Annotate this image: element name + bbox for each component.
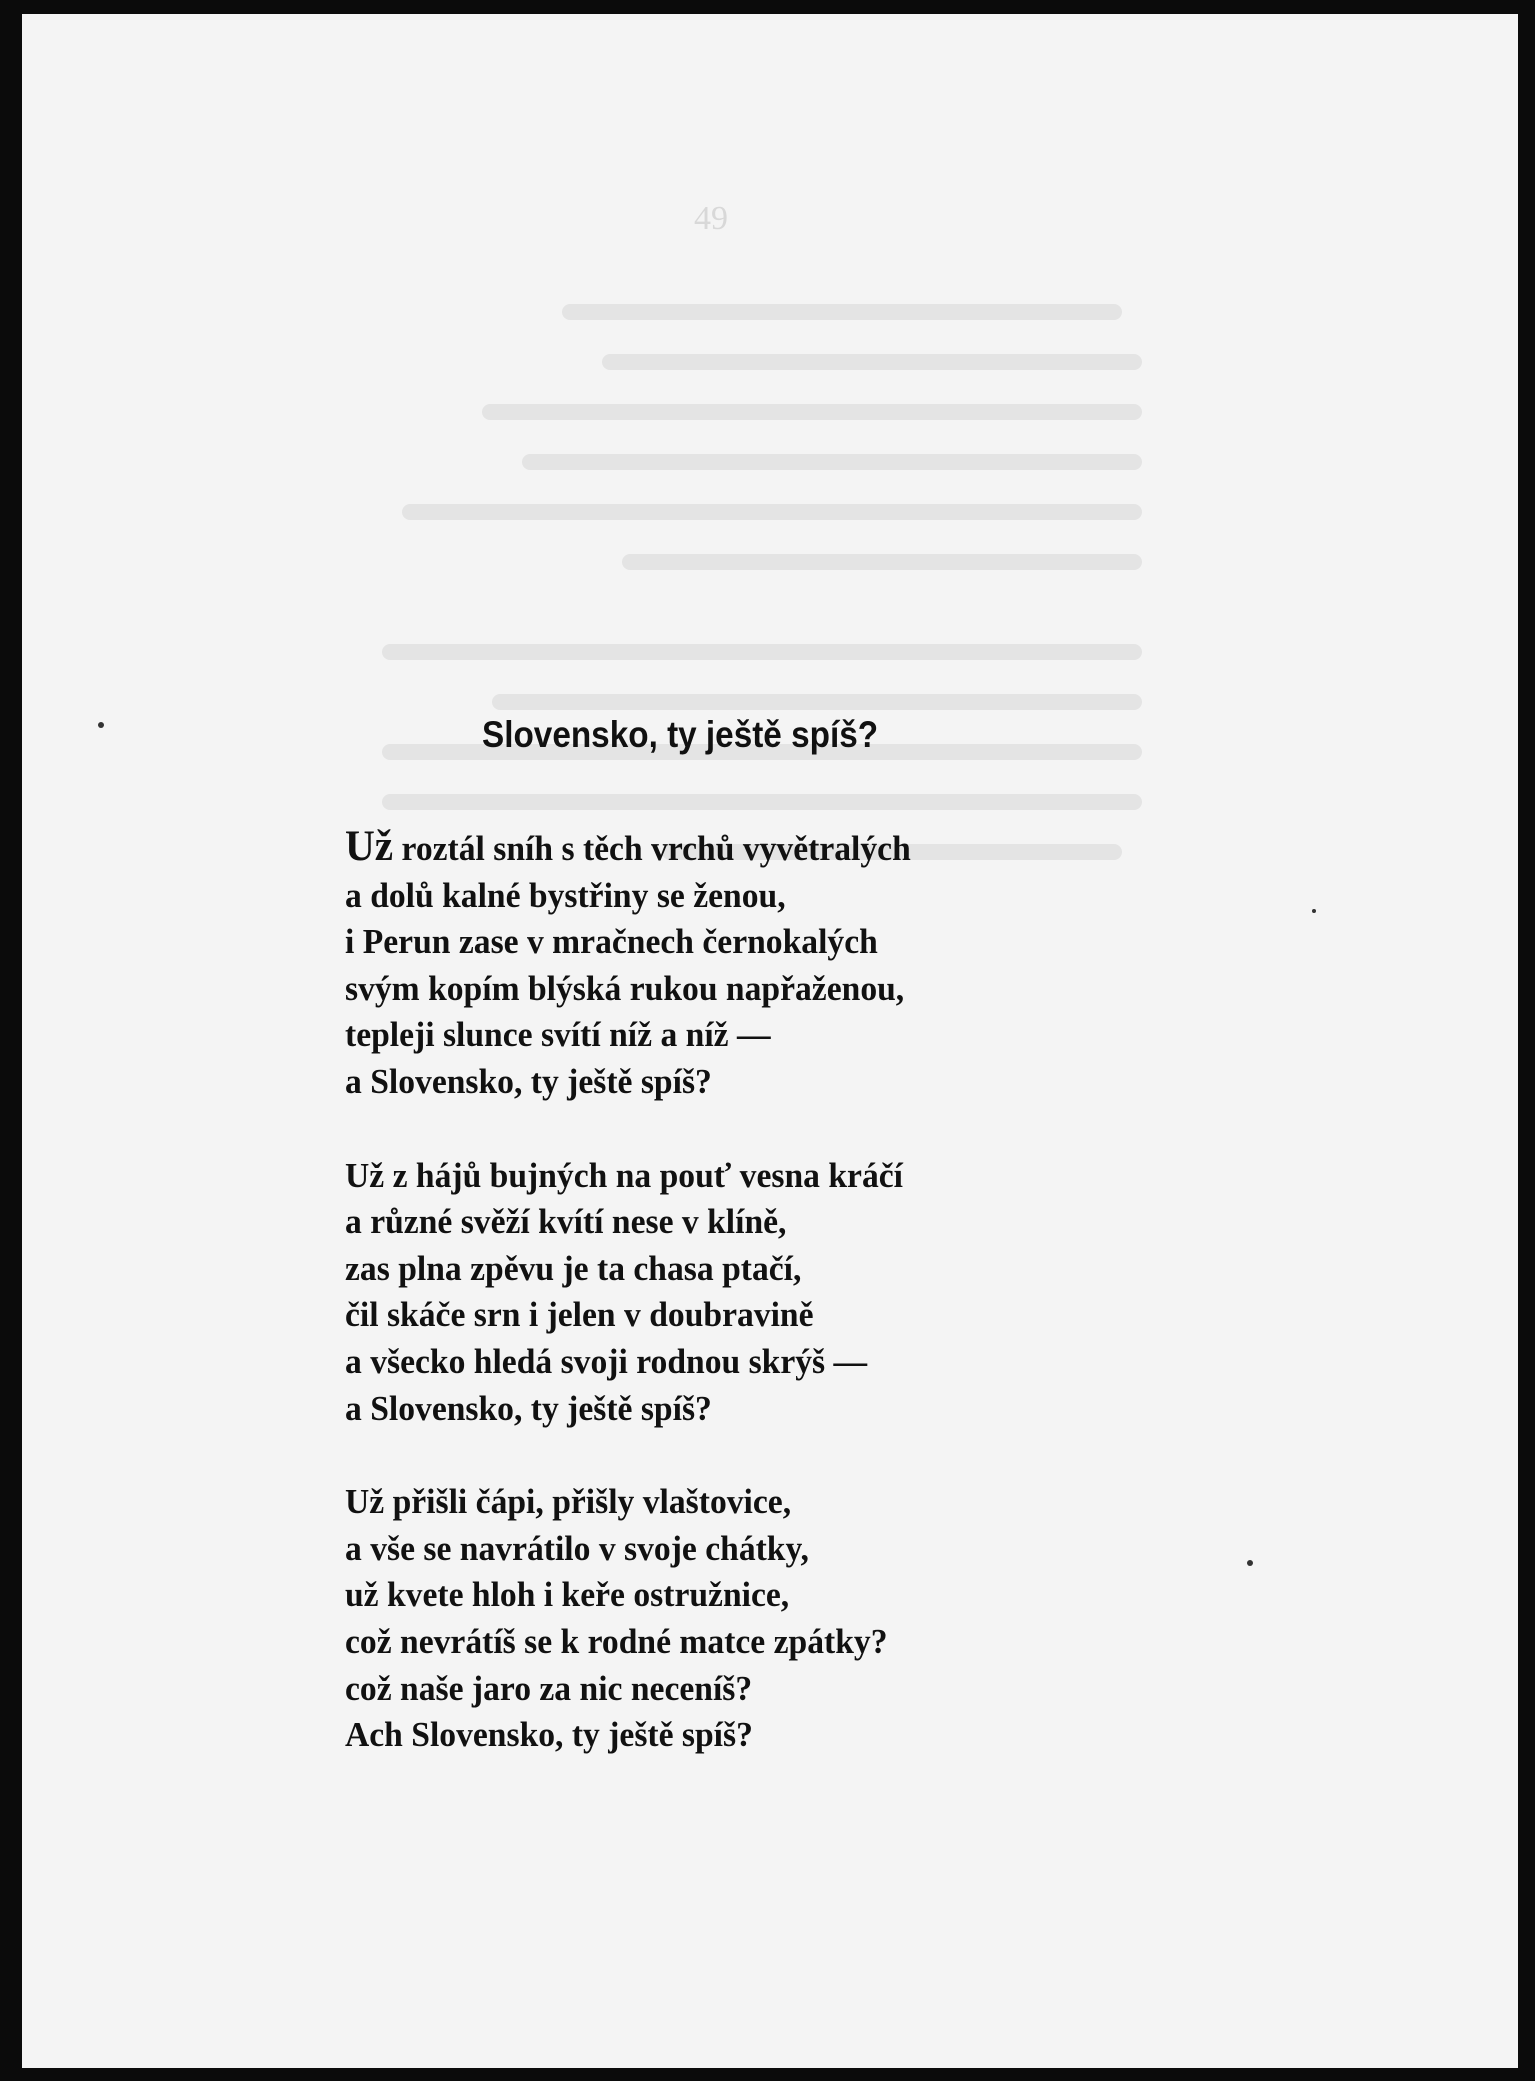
- verse-line: a všecko hledá svoji rodnou skrýš —: [345, 1341, 868, 1381]
- page-number: 49: [694, 200, 728, 237]
- ink-speck: [98, 722, 104, 728]
- ghost-line: [382, 794, 1142, 810]
- verse-line: Ach Slovensko, ty ještě spíš?: [345, 1715, 753, 1755]
- verse-line: a různé svěží kvítí nese v klíně,: [345, 1202, 787, 1242]
- verse-line: Už přišli čápi, přišly vlaštovice,: [345, 1482, 792, 1522]
- verse-line: zas plna zpěvu je ta chasa ptačí,: [345, 1248, 802, 1288]
- stanza-initial: Už: [345, 823, 394, 870]
- verse-line: Už z hájů bujných na pouť vesna kráčí: [345, 1155, 903, 1195]
- verse-text: roztál sníh s těch vrchů vyvětralých: [401, 829, 911, 868]
- verse-line: a dolů kalné bystřiny se ženou,: [345, 875, 786, 915]
- verse-line: což nevrátíš se k rodné matce zpátky?: [345, 1621, 888, 1661]
- ghost-line: [562, 304, 1122, 320]
- poem-body: [345, 823, 934, 1806]
- stanza-2: [345, 1153, 934, 1433]
- ink-speck: [1312, 909, 1316, 913]
- ghost-line: [402, 504, 1142, 520]
- poem-title: Slovensko, ty ještě spíš?: [482, 714, 879, 755]
- ghost-line: [492, 694, 1142, 710]
- verse-line: i Perun zase v mračnech černokalých: [345, 922, 878, 962]
- book-page: [22, 14, 1518, 2068]
- ghost-line: [482, 404, 1142, 420]
- verse-line: tepleji slunce svítí níž a níž —: [345, 1015, 771, 1055]
- verse-line: a vše se navrátilo v svoje chátky,: [345, 1528, 809, 1568]
- verse-line: svým kopím blýská rukou napřaženou,: [345, 968, 905, 1008]
- stanza-1: [345, 823, 934, 1106]
- verse-line: což naše jaro za nic neceníš?: [345, 1668, 753, 1708]
- ghost-line: [602, 354, 1142, 370]
- verse-line: a Slovensko, ty ještě spíš?: [345, 1061, 712, 1101]
- ghost-line: [382, 644, 1142, 660]
- stanza-3: [345, 1479, 934, 1759]
- verse-line: a Slovensko, ty ještě spíš?: [345, 1388, 712, 1428]
- verse-line: čil skáče srn i jelen v doubravině: [345, 1295, 814, 1335]
- ink-speck: [1247, 1560, 1253, 1566]
- ghost-line: [522, 454, 1142, 470]
- verse-line: [345, 823, 911, 873]
- verse-line: už kvete hloh i keře ostružnice,: [345, 1575, 790, 1615]
- ghost-line: [622, 554, 1142, 570]
